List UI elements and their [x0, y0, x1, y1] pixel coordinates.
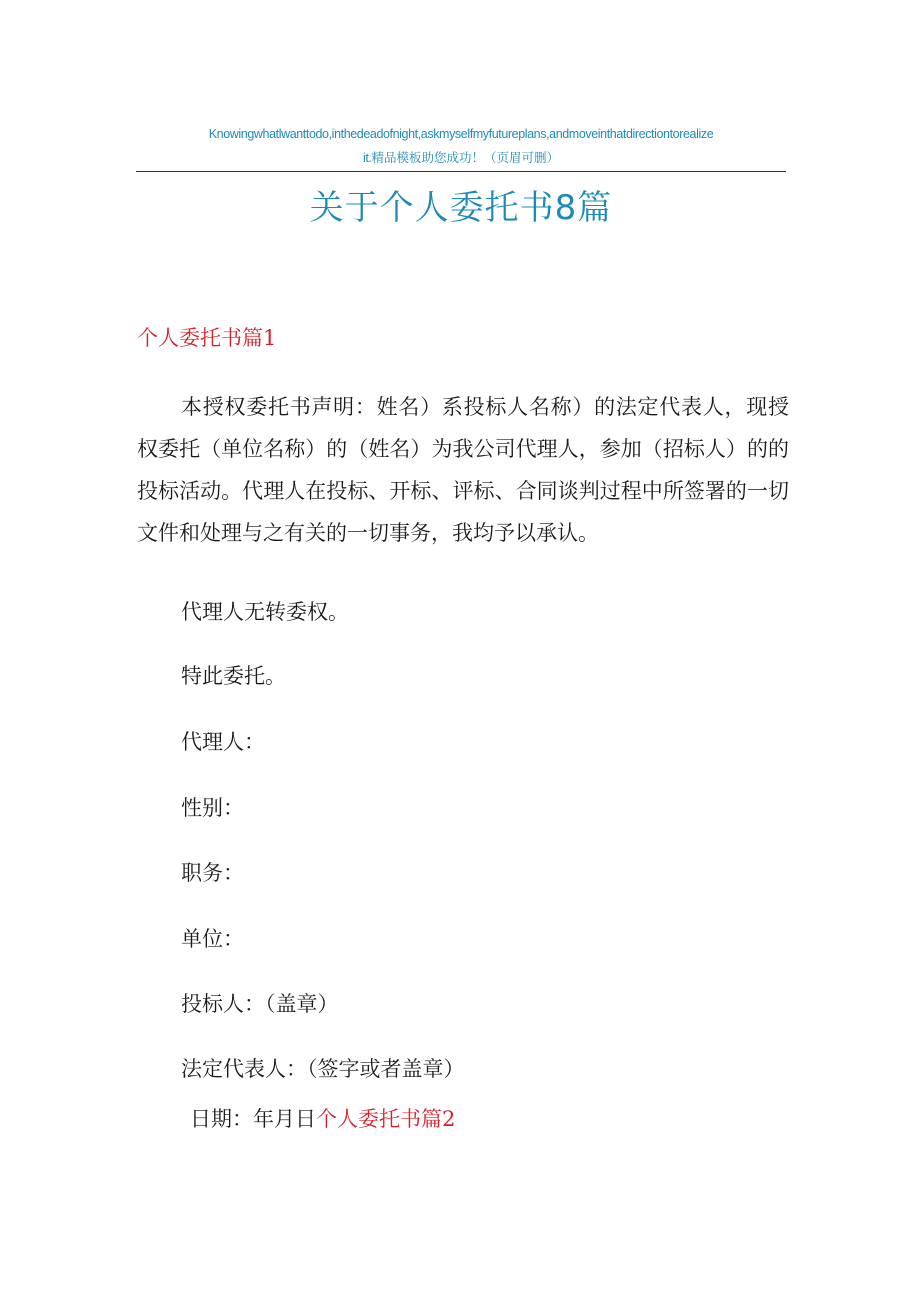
body-line: 职务：: [181, 861, 244, 885]
header-line-2: [136, 146, 786, 170]
page-header: [136, 122, 786, 170]
document-title: 关于个人委托书8篇: [309, 188, 613, 228]
body-line: 代理人：: [181, 730, 265, 754]
body-line: 特此委托。: [181, 664, 286, 688]
section-1-paragraph: 本授权委托书声明：姓名）系投标人名称）的法定代表人，现授权委托（单位名称）的（姓名）为我公司代理人，参加（招标人）的的投标活动。代理人在投标、开标、评标、合同谈判过程中所签署的一切文件和处理与之有关的一切事务，我均予以承认。: [137, 395, 789, 545]
body-line: 代理人无转委权。: [181, 600, 349, 624]
header-divider: [136, 171, 786, 172]
body-line: 性别：: [181, 796, 244, 820]
header-line-2-cn: 精品模板助您成功！（页眉可删）: [371, 150, 560, 165]
date-line: [190, 1104, 455, 1134]
section-heading-2: 个人委托书篇2: [316, 1107, 456, 1131]
date-text: 日期：年月日: [190, 1107, 316, 1131]
body-line: 法定代表人：（签字或者盖章）: [181, 1057, 465, 1081]
body-line: 投标人：（盖章）: [181, 992, 339, 1016]
section-heading-1: 个人委托书篇1: [137, 326, 277, 350]
body-line: 单位：: [181, 927, 244, 951]
header-line-2-en: it.: [362, 151, 372, 165]
header-line-1: Knowingwhatlwanttodo,inthedeadofnight,askmyselfmyfutureplans,andmoveinthatdirectiontorealize: [208, 127, 714, 141]
